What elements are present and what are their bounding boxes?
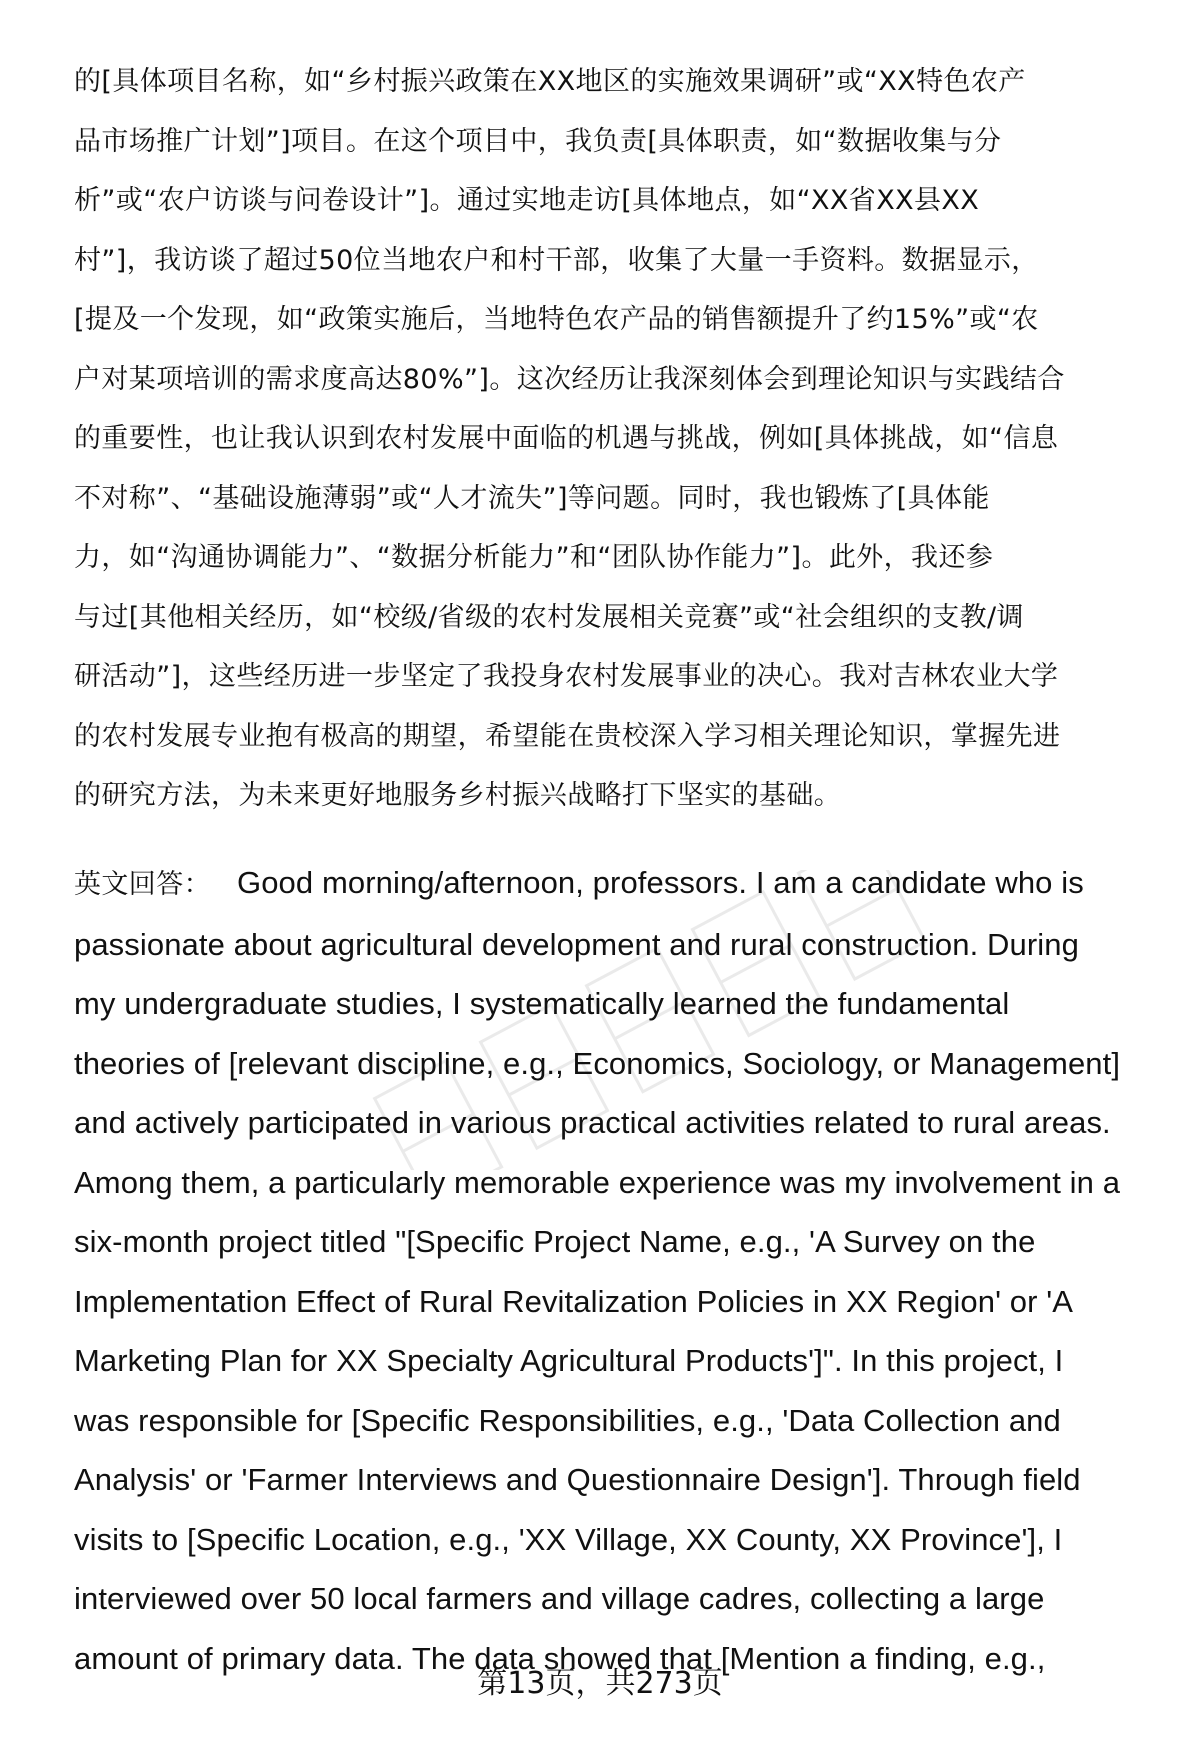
zh-line: 力，如“沟通协调能力”、“数据分析能力”和“团队协作能力”]。此外，我还参 bbox=[74, 542, 994, 573]
en-line: passionate about agricultural development and rural construction. During bbox=[74, 926, 1079, 962]
en-line: Implementation Effect of Rural Revitalization Policies in XX Region' or 'A bbox=[74, 1283, 1074, 1319]
en-line: was responsible for [Specific Responsibilities, e.g., 'Data Collection and bbox=[74, 1402, 1061, 1438]
en-line: and actively participated in various practical activities related to rural areas. bbox=[74, 1105, 1111, 1140]
zh-line: 的重要性，也让我认识到农村发展中面临的机遇与挑战，例如[具体挑战，如“信息 bbox=[74, 423, 1059, 454]
en-line: visits to [Specific Location, e.g., 'XX Village, XX County, XX Province'], I bbox=[74, 1521, 1063, 1557]
page-number-footer: 第13页，共273页 bbox=[477, 1666, 723, 1701]
en-line: Good morning/afternoon, professors. I am a candidate who is bbox=[237, 865, 1084, 900]
en-line: interviewed over 50 local farmers and village cadres, collecting a large bbox=[74, 1581, 1045, 1616]
zh-line: 户对某项培训的需求度高达80%”]。这次经历让我深刻体会到理论知识与实践结合 bbox=[74, 363, 1065, 395]
en-line: Among them, a particularly memorable experience was my involvement in a bbox=[74, 1164, 1121, 1200]
en-line-first bbox=[74, 853, 1164, 915]
zh-line: 的研究方法，为未来更好地服务乡村振兴战略打下坚实的基础。 bbox=[74, 780, 842, 811]
zh-line: [提及一个发现，如“政策实施后，当地特色农产品的销售额提升了约15%”或“农 bbox=[74, 304, 1039, 335]
en-line: Analysis' or 'Farmer Interviews and Questionnaire Design']. Through field bbox=[74, 1462, 1081, 1497]
en-line: Marketing Plan for XX Specialty Agricultural Products']". In this project, I bbox=[74, 1343, 1064, 1378]
zh-line: 村”]，我访谈了超过50位当地农户和村干部，收集了大量一手资料。数据显示， bbox=[74, 244, 1039, 276]
zh-line: 研活动”]，这些经历进一步坚定了我投身农村发展事业的决心。我对吉林农业大学 bbox=[74, 661, 1059, 692]
zh-line: 的[具体项目名称，如“乡村振兴政策在XX地区的实施效果调研”或“XX特色农产 bbox=[74, 66, 1026, 97]
zh-line: 品市场推广计划”]项目。在这个项目中，我负责[具体职责，如“数据收集与分 bbox=[74, 125, 1002, 157]
chinese-paragraph bbox=[74, 52, 1154, 826]
zh-line: 析”或“农户访谈与问卷设计”]。通过实地走访[具体地点，如“XX省XX县XX bbox=[74, 185, 980, 216]
zh-line: 不对称”、“基础设施薄弱”或“人才流失”]等问题。同时，我也锻炼了[具体能 bbox=[74, 482, 990, 514]
en-line: six-month project titled "[Specific Project Name, e.g., 'A Survey on the bbox=[74, 1224, 1036, 1259]
english-answer bbox=[74, 853, 1164, 1688]
zh-line: 的农村发展专业抱有极高的期望，希望能在贵校深入学习相关理论知识，掌握先进 bbox=[74, 720, 1061, 752]
en-line: amount of primary data. The data showed that [Mention a finding, e.g., bbox=[74, 1640, 1046, 1676]
en-line: my undergraduate studies, I systematically learned the fundamental bbox=[74, 986, 1010, 1021]
en-line: theories of [relevant discipline, e.g., Economics, Sociology, or Management] bbox=[74, 1045, 1121, 1081]
english-answer-label: 英文回答： bbox=[74, 869, 211, 899]
zh-line: 与过[其他相关经历，如“校级/省级的农村发展相关竞赛”或“社会组织的支教/调 bbox=[74, 601, 1024, 633]
